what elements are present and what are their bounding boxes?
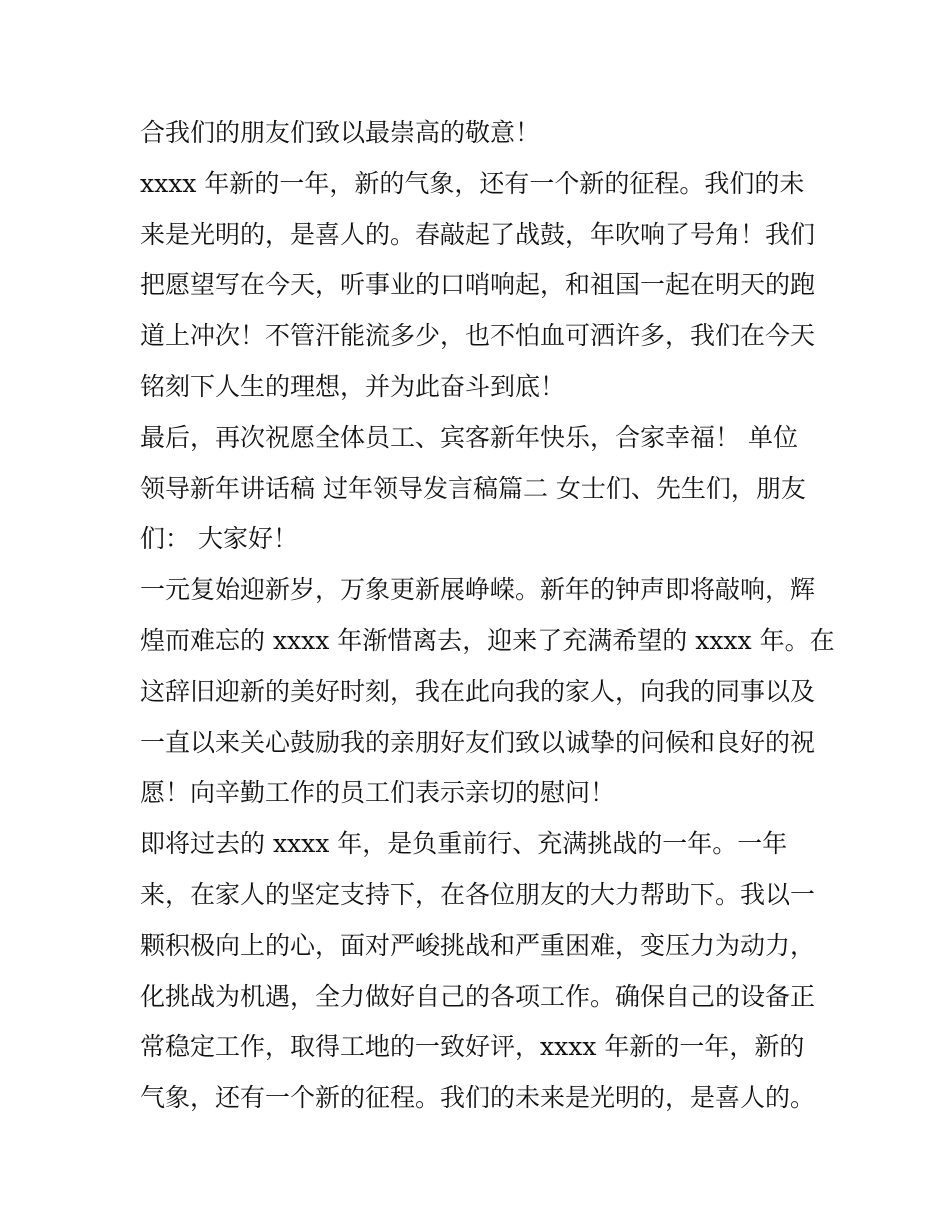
text-line: 即将过去的 xxxx 年，是负重前行、充满挑战的一年。一年 <box>140 829 788 859</box>
document-body <box>140 108 835 1124</box>
text-line: 化挑战为机遇，全力做好自己的各项工作。确保自己的设备正 <box>140 981 816 1011</box>
text-line: 一直以来关心鼓励我的亲朋好友们致以诚挚的问候和良好的祝 <box>140 727 816 757</box>
text-line: 常稳定工作，取得工地的一致好评，xxxx 年新的一年，新的 <box>140 1032 805 1062</box>
text-line: 来，在家人的坚定支持下，在各位朋友的大力帮助下。我以一 <box>140 879 816 909</box>
text-line: xxxx 年新的一年，新的气象，还有一个新的征程。我们的未 <box>140 168 805 198</box>
text-line: 颗积极向上的心，面对严峻挑战和严重困难，变压力为动力， <box>140 930 816 960</box>
text-line: 一元复始迎新岁，万象更新展峥嵘。新年的钟声即将敲响，辉 <box>140 575 816 605</box>
text-line: 把愿望写在今天，听事业的口哨响起，和祖国一起在明天的跑 <box>140 270 816 300</box>
text-line: 最后，再次祝愿全体员工、宾客新年快乐，合家幸福！ 单位 <box>140 422 798 452</box>
text-line: 铭刻下人生的理想，并为此奋斗到底！ <box>140 371 566 401</box>
text-line: 来是光明的，是喜人的。春敲起了战鼓，年吹响了号角！我们 <box>140 219 816 249</box>
text-line: 道上冲次！不管汗能流多少，也不怕血可洒许多，我们在今天 <box>140 321 816 351</box>
text-line: 愿！向辛勤工作的员工们表示亲切的慰问！ <box>140 778 616 808</box>
text-line: 合我们的朋友们致以最崇高的敬意！ <box>140 118 541 147</box>
text-line: 气象，还有一个新的征程。我们的未来是光明的，是喜人的。 <box>140 1083 816 1113</box>
text-line: 煌而难忘的 xxxx 年渐惜离去，迎来了充满希望的 xxxx 年。在 <box>140 625 835 655</box>
text-line: 这辞旧迎新的美好时刻，我在此向我的家人，向我的同事以及 <box>140 676 816 706</box>
text-line: 们： 大家好！ <box>140 524 298 554</box>
text-line: 领导新年讲话稿 过年领导发言稿篇二 女士们、先生们，朋友 <box>140 473 806 503</box>
